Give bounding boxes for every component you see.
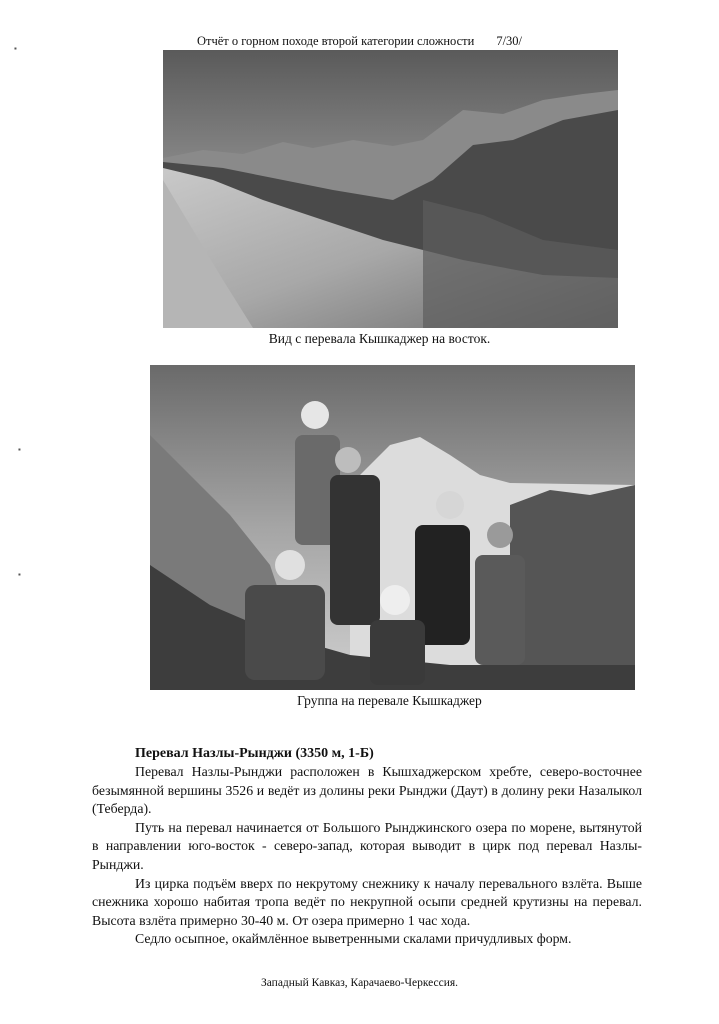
paragraph: Седло осыпное, окаймлённое выветренными скалами причудливых форм. bbox=[135, 931, 572, 947]
scan-mark: ▪ bbox=[14, 44, 17, 53]
report-title: Отчёт о горном походе второй категории сложности bbox=[196, 34, 475, 48]
paragraph: Перевал Назлы-Рынджи расположен в Кышхаджерском хребте, северо-восточнее безымянной вершины 3526 и ведёт из долины реки Рынджи (Даут) в долину реки Назалыкол (Теберда). bbox=[92, 764, 642, 817]
photo-caption: Группа на перевале Кышкаджер bbox=[297, 693, 482, 708]
page-header bbox=[0, 34, 719, 49]
paragraph: Путь на перевал начинается от Большого Рынджинского озера по морене, вытянутой в направлении юго-восток - северо-запад, которая выводит в цирк под перевал Назлы-Рынджи. bbox=[92, 819, 642, 872]
page-number: 7/30/ bbox=[496, 34, 523, 48]
mountain-view-photo bbox=[163, 50, 618, 328]
photo-caption: Вид с перевала Кышкаджер на восток. bbox=[268, 331, 491, 346]
group-photo bbox=[150, 365, 635, 690]
scan-mark: ▪ bbox=[18, 570, 21, 579]
pass-description bbox=[92, 745, 642, 949]
page-footer: Западный Кавказ, Карачаево-Черкессия. bbox=[260, 977, 459, 989]
section-heading: Перевал Назлы-Рынджи (3350 м, 1-Б) bbox=[135, 746, 374, 761]
paragraph: Из цирка подъём вверх по некрутому снежнику к началу перевального взлёта. Выше снежника хорошо набитая тропа ведёт по некрупной осыпи средней крутизны на перевал. Высота взлёта примерно 30-40 м. От озера примерно 1 час хода. bbox=[92, 875, 642, 928]
scan-mark: ▪ bbox=[18, 445, 21, 454]
